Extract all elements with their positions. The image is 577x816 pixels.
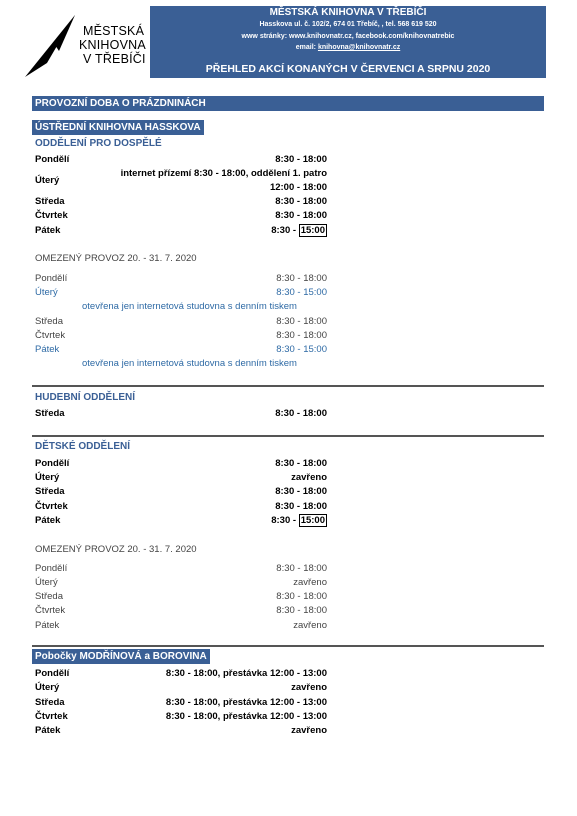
- time-value: 8:30 - 18:00: [275, 501, 327, 512]
- day-label: Úterý: [35, 577, 58, 588]
- time-start: 8:30 -: [271, 515, 299, 526]
- day-label: Úterý: [35, 472, 60, 483]
- time-value: 8:30 - 15:00: [276, 287, 327, 298]
- day-label: Pondělí: [35, 668, 70, 679]
- divider: [32, 435, 544, 437]
- table-row: [35, 500, 327, 513]
- central-library-title: ÚSTŘEDNÍ KNIHOVNA HASSKOVA: [32, 120, 204, 135]
- time-start: 8:30 -: [271, 225, 299, 236]
- music-department-title: HUDEBNÍ ODDĚLENÍ: [35, 392, 136, 403]
- triangle-logo-icon: [25, 15, 85, 77]
- time-value: 8:30 - 18:00, přestávka 12:00 - 13:00: [165, 697, 327, 708]
- divider: [32, 385, 544, 387]
- day-label: Úterý: [35, 287, 58, 298]
- section-opening-hours: PROVOZNÍ DOBA O PRÁZDNINÁCH: [32, 96, 544, 111]
- table-row: [35, 485, 327, 498]
- day-label: Pátek: [35, 344, 60, 355]
- library-logo: [25, 15, 150, 77]
- limited-operation-title: OMEZENÝ PROVOZ 20. - 31. 7. 2020: [35, 253, 197, 264]
- note-text: otevřena jen internetová studovna s denním tiskem: [82, 301, 297, 312]
- day-label: Úterý: [35, 175, 60, 186]
- email-link[interactable]: knihovna@knihovnatr.cz: [317, 44, 401, 51]
- table-row: [35, 329, 327, 342]
- table-row: [35, 576, 327, 589]
- table-row: [35, 407, 327, 420]
- table-row: [35, 667, 327, 680]
- time-value: 8:30 - 18:00: [276, 605, 327, 616]
- time-value: zavřeno: [293, 577, 327, 588]
- day-label: Čtvrtek: [35, 501, 68, 512]
- table-row: [35, 167, 327, 193]
- time-value: 8:30 - 18:00, přestávka 12:00 - 13:00: [165, 668, 327, 679]
- time-value: zavřeno: [291, 725, 327, 736]
- table-row: [35, 710, 327, 723]
- email-label: email:: [295, 44, 318, 51]
- day-label: Pátek: [35, 225, 61, 236]
- logo-line-3: V TŘEBÍČI: [83, 52, 146, 66]
- time-value: 8:30 - 18:00, přestávka 12:00 - 13:00: [165, 711, 327, 722]
- banner-email-line: [150, 44, 546, 51]
- table-row: [35, 315, 327, 328]
- banner-web: www stránky: www.knihovnatr.cz, facebook.com/knihovnatrebic: [241, 33, 455, 40]
- table-row: [35, 471, 327, 484]
- table-row: [35, 619, 327, 632]
- day-label: Pondělí: [35, 273, 68, 284]
- day-label: Pátek: [35, 620, 60, 631]
- time-value: zavřeno: [293, 620, 327, 631]
- note-text: otevřena jen internetová studovna s denním tiskem: [82, 358, 297, 369]
- day-label: Čtvrtek: [35, 210, 68, 221]
- time-value: 8:30 - 18:00: [276, 330, 327, 341]
- day-label: Pondělí: [35, 563, 68, 574]
- table-row: [35, 457, 327, 470]
- time-value: 8:30 - 18:00: [275, 196, 327, 207]
- time-value: 8:30 - 18:00: [276, 316, 327, 327]
- time-value: 8:30 - 18:00: [275, 210, 327, 221]
- time-value: zavřeno: [291, 472, 327, 483]
- limited-operation-title: OMEZENÝ PROVOZ 20. - 31. 7. 2020: [35, 544, 197, 555]
- day-label: Středa: [35, 486, 65, 497]
- table-row: [35, 343, 327, 356]
- day-label: Středa: [35, 316, 63, 327]
- time-value: 8:30 - 18:00: [275, 154, 327, 165]
- time-value: 8:30 - 18:00: [275, 458, 327, 469]
- day-label: Středa: [35, 697, 65, 708]
- time-value: [271, 224, 327, 237]
- time-value: 8:30 - 15:00: [276, 344, 327, 355]
- day-label: Středa: [35, 408, 65, 419]
- table-row: [35, 153, 327, 166]
- time-value: zavřeno: [291, 682, 327, 693]
- time-value: internet přízemí 8:30 - 18:00, oddělení 1. patro: [120, 168, 327, 179]
- children-department-title: DĚTSKÉ ODDĚLENÍ: [35, 441, 131, 452]
- table-row: [35, 696, 327, 709]
- time-value: 8:30 - 18:00: [275, 408, 327, 419]
- time-value: 8:30 - 18:00: [276, 563, 327, 574]
- day-label: Čtvrtek: [35, 711, 68, 722]
- branches-title: Pobočky MODŘÍNOVÁ a BOROVINA: [32, 649, 210, 664]
- header-banner: [150, 6, 546, 78]
- day-label: Čtvrtek: [35, 330, 66, 341]
- banner-title: MĚSTSKÁ KNIHOVNA V TŘEBÍČI: [269, 7, 427, 18]
- table-row: [35, 272, 327, 285]
- table-row: [35, 514, 327, 527]
- table-row: [35, 195, 327, 208]
- selected-cell[interactable]: 15:00: [300, 225, 325, 236]
- adult-department-title: ODDĚLENÍ PRO DOSPĚLÉ: [35, 138, 162, 149]
- logo-line-2: KNIHOVNA: [79, 38, 146, 52]
- table-row: [35, 604, 327, 617]
- table-row: [35, 209, 327, 222]
- table-row: [35, 724, 327, 737]
- table-row: [35, 681, 327, 694]
- day-label: Pondělí: [35, 154, 70, 165]
- time-value-2: 12:00 - 18:00: [269, 182, 327, 193]
- table-row: [35, 286, 327, 299]
- day-label: Pátek: [35, 725, 61, 736]
- time-value: 8:30 - 18:00: [276, 273, 327, 284]
- selected-cell[interactable]: 15:00: [300, 515, 325, 526]
- time-value: 8:30 - 18:00: [275, 486, 327, 497]
- logo-line-1: MĚSTSKÁ: [83, 24, 145, 38]
- time-value: [271, 514, 327, 527]
- day-label: Středa: [35, 591, 63, 602]
- table-row: [35, 562, 327, 575]
- banner-address: Hasskova ul. č. 102/2, 674 01 Třebíč, , tel. 568 619 520: [259, 21, 437, 28]
- divider: [32, 645, 544, 647]
- day-label: Čtvrtek: [35, 605, 66, 616]
- day-label: Pátek: [35, 515, 61, 526]
- table-row: [35, 590, 327, 603]
- day-label: Úterý: [35, 682, 60, 693]
- banner-heading: PŘEHLED AKCÍ KONANÝCH V ČERVENCI A SRPNU 2020: [205, 63, 491, 75]
- time-value: 8:30 - 18:00: [276, 591, 327, 602]
- day-label: Pondělí: [35, 458, 70, 469]
- day-label: Středa: [35, 196, 65, 207]
- table-row: [35, 224, 327, 237]
